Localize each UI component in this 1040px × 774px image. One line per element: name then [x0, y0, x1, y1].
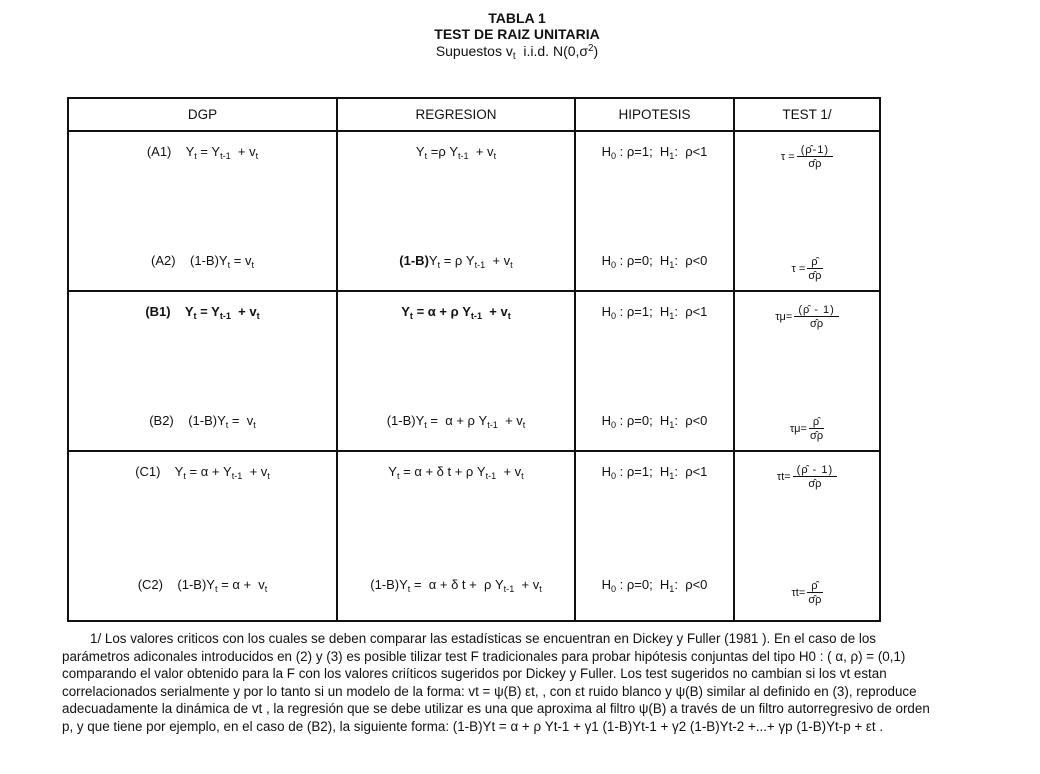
footnote-line: 1/ Los valores criticos con los cuales se deben comparar las estadísticas se encuentran en Dickey y Fuller (1981 ). En el caso de los: [90, 631, 876, 646]
test-statistic-a2: τ = $\frac{\rhô}{\sigmâ\rho}$: [791, 256, 822, 282]
unit-root-table: [67, 97, 881, 622]
regression-cell: [337, 131, 575, 291]
regression-a1: $Y_t =\rho$ $Y_{t-1} + v_t$: [415, 144, 497, 161]
regression-b1: $Y_t = \alpha + \rho$ $Y_{t-1} + v_t$: [401, 304, 511, 321]
footnote: [64, 630, 1024, 736]
regression-b2: $(1-B)Y_t = \alpha + \rho$ $Y_{t-1} + v_t$: [386, 413, 526, 430]
hypothesis-cell: [575, 291, 734, 451]
test-statistic-a1: τ = $\frac{(\rhô-1)}{\sigmâ\rho}$: [781, 144, 833, 170]
table-row-a: [68, 131, 880, 291]
test-cell: [734, 291, 880, 451]
column-header-hipotesis: HIPOTESIS: [575, 98, 734, 131]
regression-a2: $(1-B)Y_t = \rho$ $Y_{t-1} + v_t$: [399, 253, 513, 270]
footnote-line: comparando el valor obtenido para la F con los valores criíticos sugeridos por Dickey y Fuller. Los test sugeridos no cambian si los vt estan: [62, 666, 887, 682]
footnote-line: parámetros adiconales introducidos en (2) y (3) es posible tilizar test F tradicionales para probar hipótesis conjuntas del tipo H0 : ( α, ρ) = (0,1): [62, 648, 906, 664]
dgp-b2: (B2) $(1-B)Y_t = v_t$: [149, 413, 256, 430]
footnote-line: p, y que tiene por ejemplo, en el caso de (B2), la siguiente forma: (1-B)Yt = α + ρ Yt-1 + γ1 (1-B)Yt-1 + γ2 (1-B)Yt-2 +...+ γp (1-B)Yt-p + εt .: [62, 718, 884, 734]
regression-c2: $(1-B)Y_t = \alpha + \delta$ t + ρ $Y_{t-1} + v_t$: [370, 577, 542, 594]
test-statistic-b2: τμ= $\frac{\rhô}{\sigmâ\rho}$: [789, 416, 824, 442]
dgp-c2: (C2) $(1-B)Y_t = \alpha + v_t$: [137, 577, 268, 594]
table-row-c: [68, 451, 880, 621]
regression-cell: [337, 451, 575, 621]
test-cell: [734, 131, 880, 291]
test-cell: [734, 451, 880, 621]
table-number: TABLA 1: [488, 10, 546, 26]
table-title: TEST DE RAIZ UNITARIA: [434, 26, 600, 42]
test-statistic-c1: τt= $\frac{(\rhô - 1)}{\sigmâ\rho}$: [777, 464, 837, 490]
hypothesis-b2: $H_0$ : ρ=0; $H_1$: ρ<0: [601, 413, 708, 430]
header-row: [68, 98, 880, 131]
table-row-b: [68, 291, 880, 451]
dgp-cell: [68, 131, 337, 291]
hypothesis-cell: [575, 451, 734, 621]
hypothesis-c2: $H_0$ : ρ=0; $H_1$: ρ<0: [601, 577, 708, 594]
column-header-regresion: REGRESION: [337, 98, 575, 131]
dgp-cell: [68, 291, 337, 451]
test-statistic-c2: τt= $\frac{\rhô}{\sigmâ\rho}$: [791, 580, 822, 606]
hypothesis-b1: $H_0$ : ρ=1; $H_1$: ρ<1: [601, 304, 708, 321]
hypothesis-a1: $H_0$ : ρ=1; $H_1$: ρ<1: [601, 144, 708, 161]
regression-cell: [337, 291, 575, 451]
hypothesis-cell: [575, 131, 734, 291]
dgp-c1: (C1) $Y_t = \alpha + Y_{t-1} + v_t$: [135, 464, 270, 481]
footnote-line: correlacionados serialmente y por lo tanto si un modelo de la forma: vt = ψ(B) εt, , con εt ruido blanco y ψ(B) similar al definido en (3), reproduce: [62, 683, 917, 699]
regression-c1: $Y_t = \alpha + \delta$ t + ρ $Y_{t-1} + v_t$: [388, 464, 524, 481]
hypothesis-a2: $H_0$ : ρ=0; $H_1$: ρ<0: [601, 253, 708, 270]
test-statistic-b1: τμ= $\frac{(\rhô - 1)}{\sigmâ\rho}$: [775, 304, 839, 330]
dgp-a1: (A1) $Y_t = Y_{t-1} + v_t$: [146, 144, 259, 161]
column-header-test: TEST 1/: [734, 98, 880, 131]
column-header-dgp: DGP: [68, 98, 337, 131]
dgp-a2: (A2) $(1-B)Y_t = v_t$: [151, 253, 254, 270]
dgp-b1: (B1) $Y_t = Y_{t-1} + v_t$: [145, 304, 260, 321]
footnote-line: adecuadamente la dinámica de vt , la regresión que se debe utilizar es una que aproxima al filtro ψ(B) a través de un filtro autorregresivo de orden: [62, 701, 930, 717]
dgp-cell: [68, 451, 337, 621]
hypothesis-c1: $H_0$ : ρ=1; $H_1$: ρ<1: [601, 464, 708, 481]
table-assumption: Supuestos $v_t$ i.i.d. $N(0,\sigma^2)$: [435, 43, 599, 62]
